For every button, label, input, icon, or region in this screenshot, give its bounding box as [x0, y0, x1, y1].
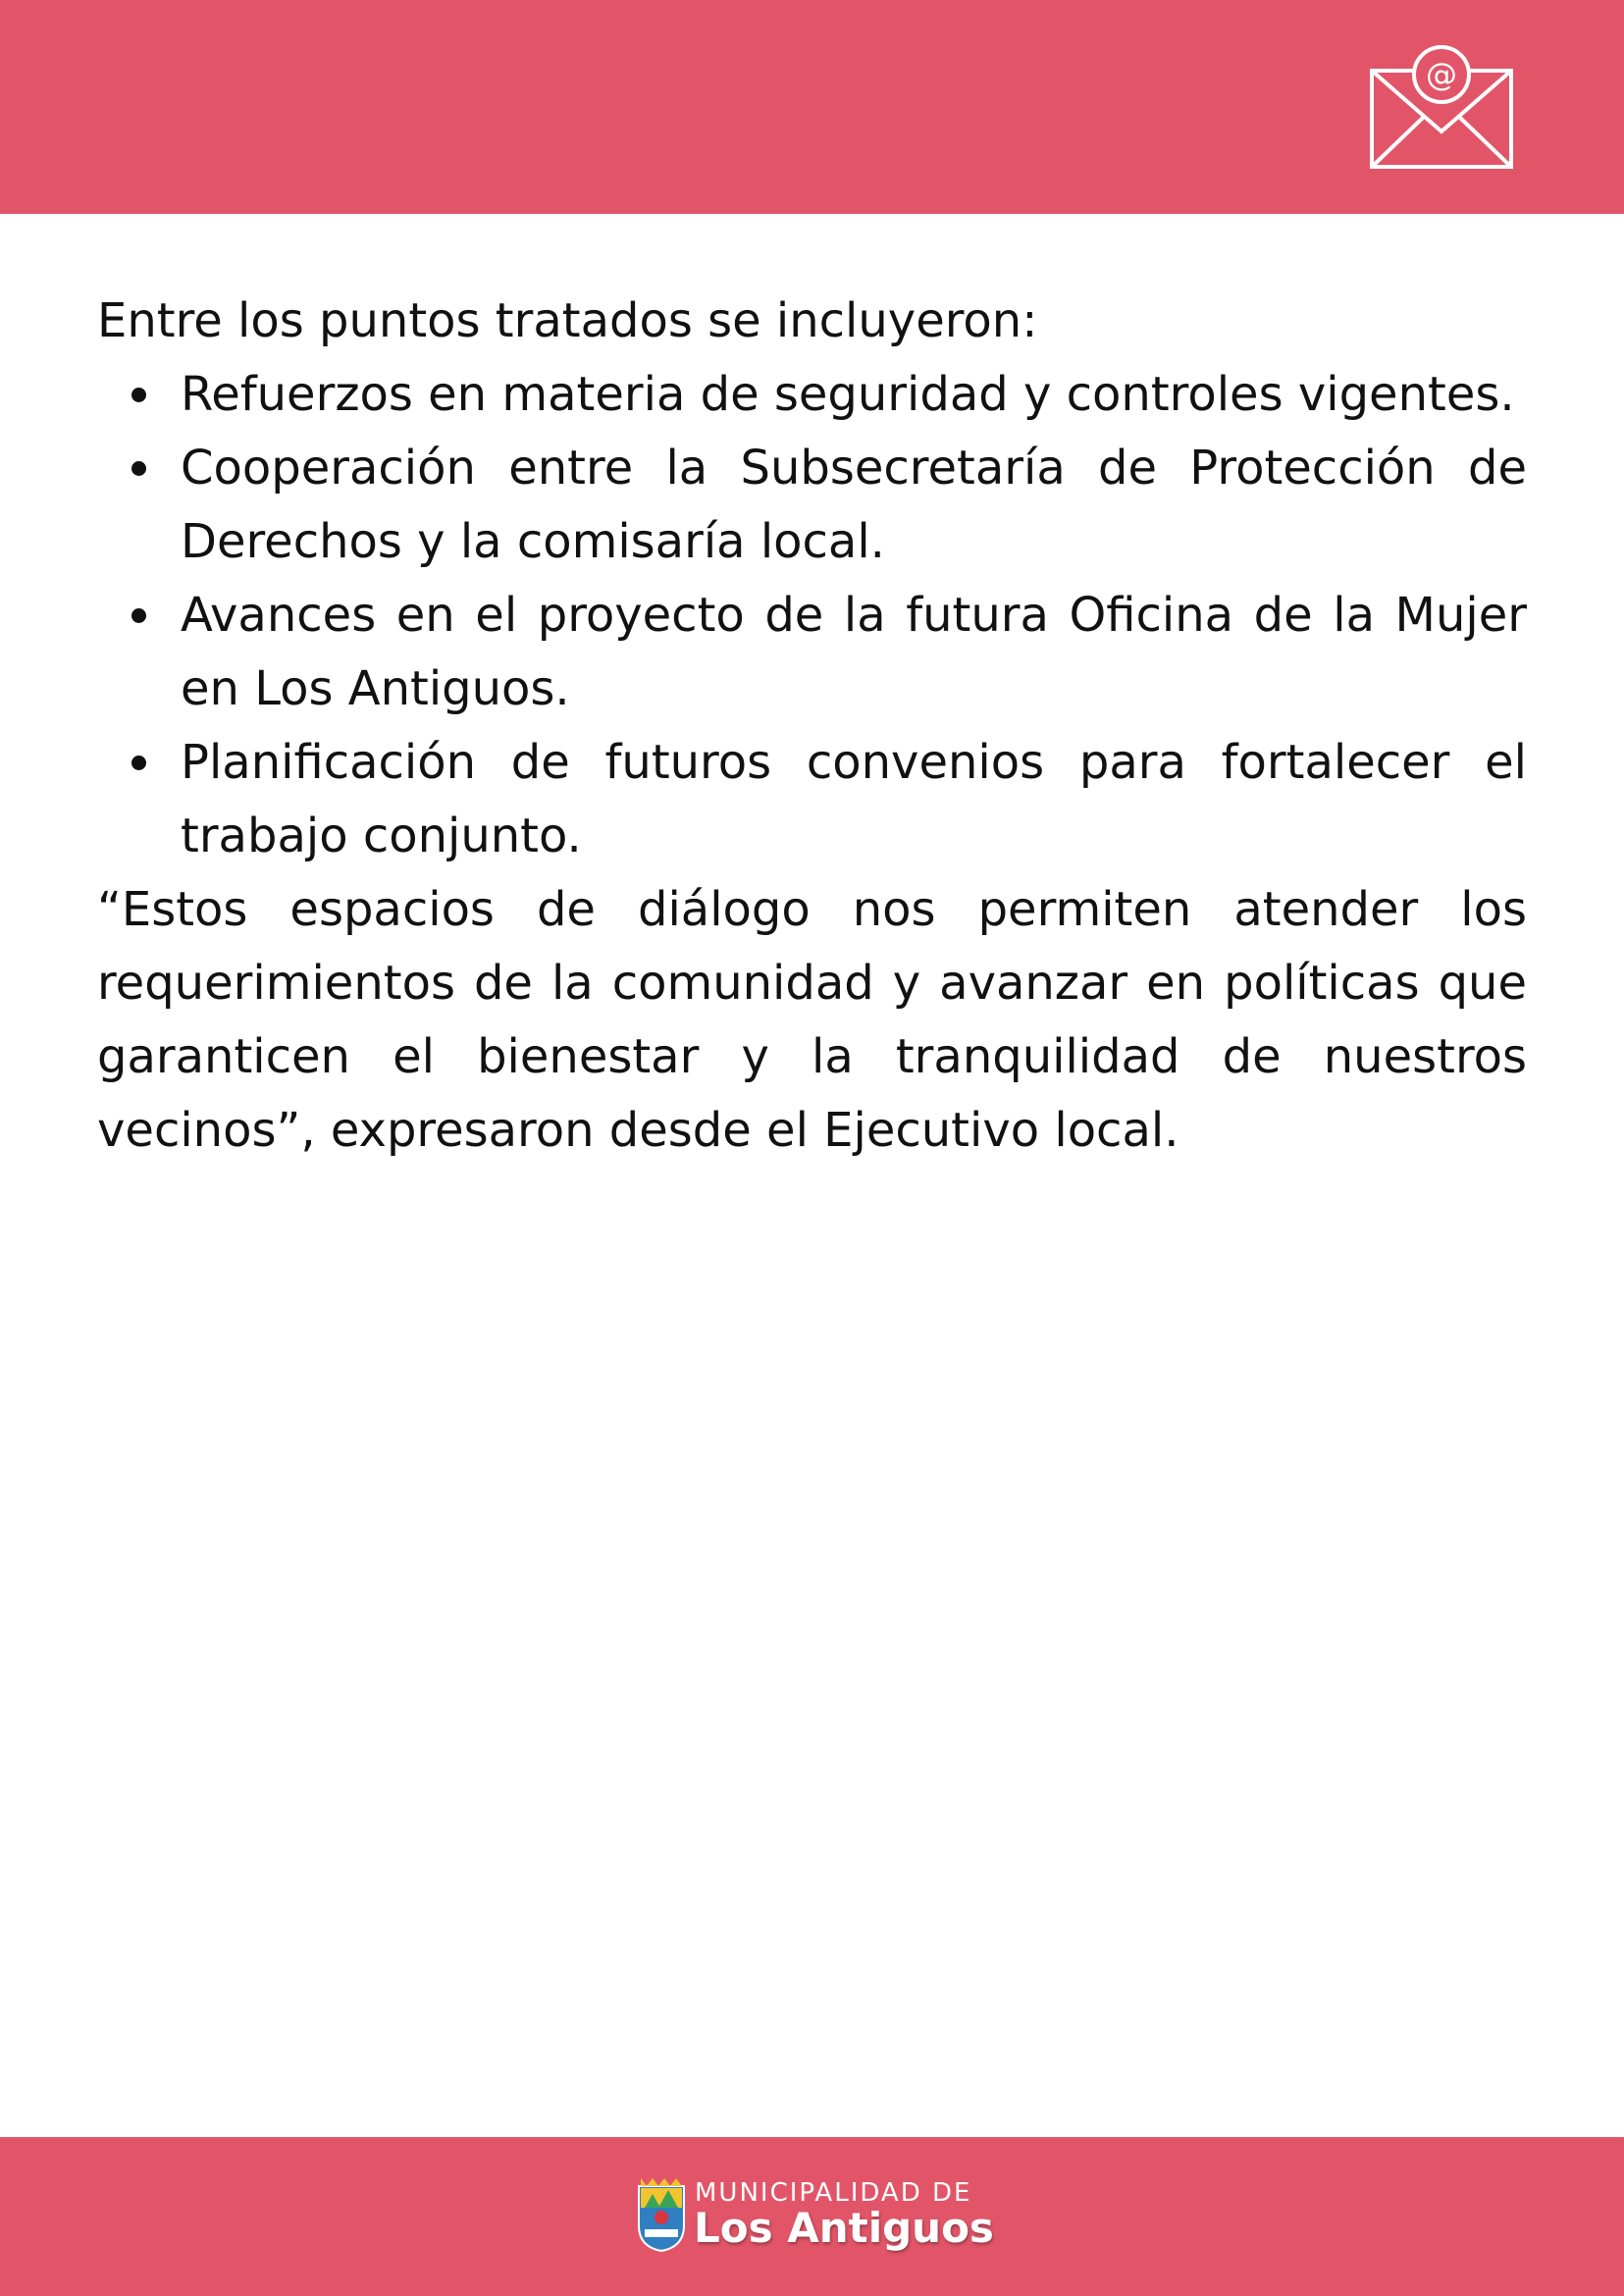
logo-line2: Los Antiguos	[694, 2204, 994, 2252]
bullet-icon	[131, 461, 146, 476]
topics-list	[97, 358, 1527, 873]
list-item: Avances en el proyecto de la futura Oficina de la Mujer en Los Antiguos.	[181, 579, 1527, 726]
bullet-icon	[131, 388, 146, 402]
list-item: Planificación de futuros convenios para fortalecer el trabajo conjunto.	[181, 726, 1527, 873]
list-item: Refuerzos en materia de seguridad y controles vigentes.	[181, 358, 1527, 432]
bullet-icon	[131, 756, 146, 770]
municipality-logo	[635, 2176, 994, 2259]
logo-line1: MUNICIPALIDAD DE	[695, 2178, 972, 2208]
closing-quote: “Estos espacios de diálogo nos permiten atender los requerimientos de la comunidad y avanzar en políticas que garanticen el bienestar y la tranquilidad de nuestros vecinos”, expresaron desde el Ejecutivo local.	[97, 882, 1527, 1158]
list-item: Cooperación entre la Subsecretaría de Protección de Derechos y la comisaría local.	[181, 432, 1527, 579]
svg-text:@: @	[1426, 56, 1457, 93]
header-band	[0, 0, 1624, 214]
envelope-at-icon	[1364, 41, 1521, 175]
bullet-icon	[131, 608, 146, 623]
intro-text: Entre los puntos tratados se incluyeron:	[97, 293, 1038, 348]
article-body	[97, 285, 1527, 1168]
municipal-crest-icon	[635, 2178, 688, 2253]
